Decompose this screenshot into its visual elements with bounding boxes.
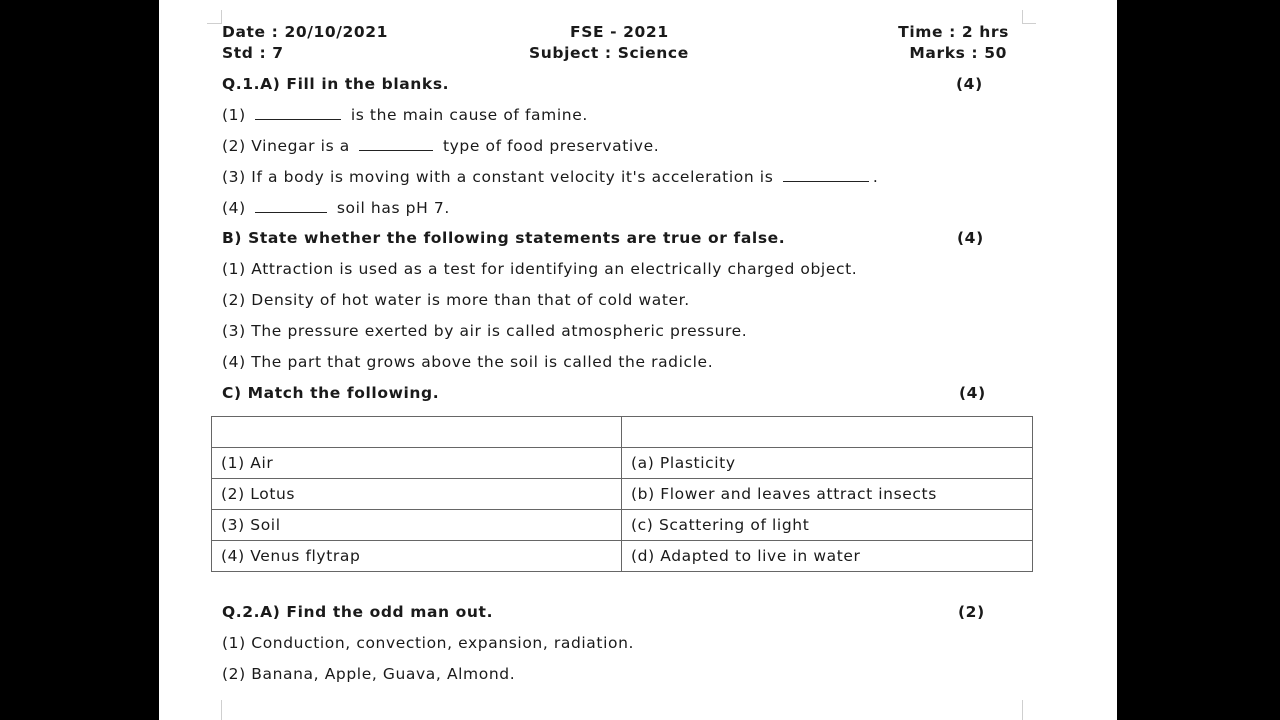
item-number: (3)	[222, 168, 246, 186]
q1c-marks: (4)	[959, 384, 986, 402]
answer-blank	[255, 118, 341, 120]
q2a-item: (2) Banana, Apple, Guava, Almond.	[222, 665, 516, 683]
table-row	[212, 510, 1033, 541]
exam-std: Std : 7	[222, 44, 284, 62]
crop-mark	[1022, 10, 1023, 24]
crop-mark	[1022, 23, 1036, 24]
exam-subject: Subject : Science	[529, 44, 689, 62]
table-cell: (b) Flower and leaves attract insects	[622, 479, 1033, 510]
crop-mark	[1022, 700, 1023, 720]
table-cell: (3) Soil	[212, 510, 622, 541]
item-text: .	[872, 168, 879, 186]
item-number: (4)	[222, 199, 246, 217]
q1b-item: (3) The pressure exerted by air is called atmospheric pressure.	[222, 322, 748, 340]
match-table	[211, 416, 1033, 572]
exam-marks: Marks : 50	[909, 44, 1007, 62]
item-text: If a body is moving with a constant velocity it's acceleration is	[251, 168, 774, 186]
table-cell	[622, 417, 1033, 448]
table-cell: (4) Venus flytrap	[212, 541, 622, 572]
item-text: is the main cause of famine.	[350, 106, 588, 124]
item-text: type of food preservative.	[442, 137, 660, 155]
table-cell: (2) Lotus	[212, 479, 622, 510]
exam-date: Date : 20/10/2021	[222, 23, 389, 41]
item-text: soil has pH 7.	[336, 199, 450, 217]
table-row	[212, 417, 1033, 448]
q1a-item	[222, 168, 878, 186]
item-text: Vinegar is a	[251, 137, 350, 155]
q1a-item	[222, 106, 588, 124]
exam-time: Time : 2 hrs	[898, 23, 1009, 41]
table-cell: (a) Plasticity	[622, 448, 1033, 479]
q1a-item	[222, 199, 450, 217]
q2a-marks: (2)	[958, 603, 985, 621]
table-row	[212, 541, 1033, 572]
q1a-marks: (4)	[956, 75, 983, 93]
crop-mark	[221, 10, 222, 24]
q1a-item	[222, 137, 659, 155]
exam-page	[159, 0, 1117, 720]
q1b-title: B) State whether the following statements are true or false.	[222, 229, 786, 247]
table-cell: (1) Air	[212, 448, 622, 479]
q1b-item: (2) Density of hot water is more than that of cold water.	[222, 291, 690, 309]
q1a-title: Q.1.A) Fill in the blanks.	[222, 75, 450, 93]
table-cell: (d) Adapted to live in water	[622, 541, 1033, 572]
table-row	[212, 479, 1033, 510]
table-cell	[212, 417, 622, 448]
q1b-marks: (4)	[957, 229, 984, 247]
item-number: (2)	[222, 137, 246, 155]
q2a-title: Q.2.A) Find the odd man out.	[222, 603, 494, 621]
crop-mark	[221, 700, 222, 720]
item-number: (1)	[222, 106, 246, 124]
crop-mark	[207, 23, 221, 24]
q1b-item: (4) The part that grows above the soil is called the radicle.	[222, 353, 714, 371]
answer-blank	[783, 180, 869, 182]
exam-name: FSE - 2021	[570, 23, 669, 41]
answer-blank	[359, 149, 433, 151]
q2a-item: (1) Conduction, convection, expansion, radiation.	[222, 634, 635, 652]
q1b-item: (1) Attraction is used as a test for identifying an electrically charged object.	[222, 260, 858, 278]
answer-blank	[255, 211, 327, 213]
table-cell: (c) Scattering of light	[622, 510, 1033, 541]
table-row	[212, 448, 1033, 479]
q1c-title: C) Match the following.	[222, 384, 440, 402]
